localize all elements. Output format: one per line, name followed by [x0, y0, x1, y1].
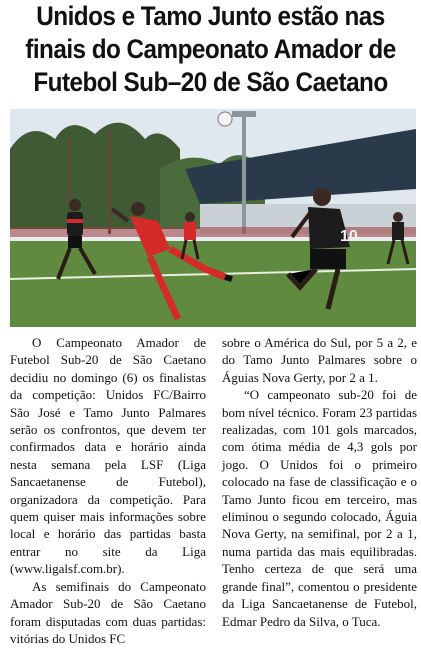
- ball: [218, 112, 232, 126]
- headline-line-2: finais do Campeonato Amador de: [25, 34, 396, 64]
- paragraph-1: O Campeonato Amador de Futebol Sub-20 de São Caetano decidiu no domingo (6) os finalistas da competição: Unidos FC/Bairro São José e Tamo Junto Palmares serão os confrontos, que devem ter confirmados data e horário ainda nesta semana pela LSF (Liga Sancaetanense de Futebol), organizadora da competição. Para quem quiser mais informações sobre local e horário das partidas basta entrar no site da Liga (www.ligalsf.com.br).: [10, 335, 206, 577]
- match-photo-illustration: [10, 109, 416, 327]
- article-column-right: [222, 334, 417, 630]
- paragraph-3-quote: “O campeonato sub-20 foi de bom nível técnico. Foram 23 partidas realizadas, com 101 gols marcados, com ótima média de 4,3 gols por jogo. O Unidos foi o primeiro colocado na fase de classificação e o Tamo Junto ficou em terceiro, mas eliminou o segundo colocado, Águia Nova Gerty, na semifinal, por 2 a 1, numa partida das mais equilibradas. Tenho certeza de que será uma grande final”, comentou o presidente da Liga Sancaetanense de Futebol, Edmar Pedro da Silva, o Tuca.: [222, 387, 417, 629]
- headline-line-3: Futebol Sub–20 de São Caetano: [33, 67, 388, 97]
- light-pole: [242, 114, 246, 234]
- light-pole-head: [232, 111, 256, 117]
- headline-line-1: Unidos e Tamo Junto estão nas: [36, 1, 385, 31]
- article-column-left: [10, 334, 206, 647]
- grass: [10, 241, 416, 327]
- jersey-number: 10: [340, 228, 358, 245]
- paragraph-2-continued: sobre o América do Sul, por 5 a 2, e do Tamo Junto Palmares sobre o Águias Nova Gerty, por 2 a 1.: [222, 335, 417, 385]
- match-photo: [10, 109, 416, 327]
- paragraph-2: As semifinais do Campeonato Amador Sub-20 de São Caetano foram disputadas com duas partidas: vitórias do Unidos FC: [10, 578, 206, 646]
- headline: [25, 0, 397, 99]
- trees-left: [10, 123, 180, 229]
- palm-trunk: [108, 129, 111, 234]
